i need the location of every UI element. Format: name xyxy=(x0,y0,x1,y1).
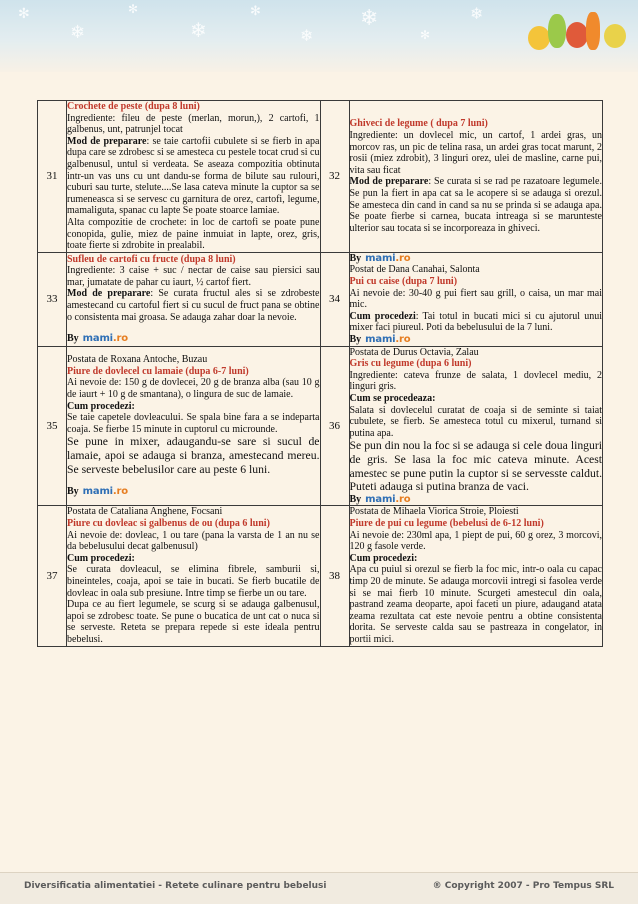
recipe-ingredients: Ingrediente: 3 caise + suc / nectar de caise sau piersici sau mar, jumatate de pahar cu iaurt, ½ cartof fiert. xyxy=(67,265,320,288)
snowflake-icon: ❄ xyxy=(70,22,86,43)
recipe-cell xyxy=(67,346,321,506)
by-label: By xyxy=(67,486,79,498)
recipe-ingredients: Ingrediente: fileu de peste (merlan, morun,), 2 cartofi, 1 galbenus, unt, patrunjel tocat xyxy=(67,112,320,136)
recipe-method xyxy=(67,288,320,323)
recipe-needs: Ai nevoie de: 230ml apa, 1 piept de pui, 60 g orez, 3 morcovi, 120 g fasole verde. xyxy=(349,529,602,553)
page-header-banner xyxy=(0,0,638,72)
mami-ro-logo: mami.ro xyxy=(82,333,128,345)
snowflake-icon: ✻ xyxy=(420,28,431,42)
by-label: By xyxy=(349,252,362,264)
recipe-ingredients: Ingrediente: un dovlecel mic, un cartof, 1 ardei gras, un morcov ras, un pic de telina rasa, un ardei gras tocat marunt, 2 rosii (miez zdrobit), 3 linguri orez, ulei de masline, carne pui, vita sau ficat xyxy=(349,129,602,176)
by-label: By xyxy=(349,334,362,346)
author-line xyxy=(350,334,603,346)
recipe-cell xyxy=(349,506,603,646)
recipe-title: Piure de dovlecel cu lamaie (dupa 6-7 luni) xyxy=(67,365,249,377)
table-row xyxy=(38,506,603,646)
page-footer xyxy=(0,872,638,904)
table-row xyxy=(38,346,603,506)
method-label: Mod de preparare xyxy=(67,288,151,300)
recipes-table xyxy=(37,100,603,647)
posted-by: Postata de Cataliana Anghene, Focsani xyxy=(67,506,223,518)
snowflake-icon: ❄ xyxy=(190,18,207,42)
recipe-title: Crochete de peste (dupa 8 luni) xyxy=(67,101,200,112)
mami-ro-logo: mami.ro xyxy=(82,486,128,498)
recipe-note: Alta compozitie de crochete: in loc de cartofi se poate pune conopida, gulie, miez de paine inmuiat in lapte, orez, gris, toate fierte si zdrobite in prealabil. xyxy=(67,216,320,252)
recipe-ingredients: Ingrediente: cateva frunze de salata, 1 dovlecel mediu, 2 linguri gris. xyxy=(349,369,602,393)
recipe-needs: Ai nevoie de: 30-40 g pui fiert sau grill, o caisa, un mar mai mic. xyxy=(349,287,602,311)
mami-ro-logo: mami.ro xyxy=(365,333,411,345)
recipe-method xyxy=(350,176,603,234)
method-label: Mod de preparare xyxy=(349,176,429,188)
recipe-number: 33 xyxy=(38,252,67,346)
procedure-text: Se pun din nou la foc si se adauga si cele doua linguri de gris. Se lasa la foc mic cateva minute. Acest amestec se pune putin la cuptor si se servesste caldut. Puteti adauga si putina branza de vaci. xyxy=(349,439,602,494)
method-text: : Se curata si se rad pe razatoare legumele. Se pun la fiert in apa cat sa le acopere si se adauga si orezul. Se amesteca din cand in cand sa nu se prinda si se adauga apa. Se poate fierbe si carnea, bucata intreaga si se marunteste ulterior sau tocata si se incorporeaza in ghiveci. xyxy=(349,176,602,234)
recipe-cell xyxy=(67,252,321,346)
recipe-number: 31 xyxy=(38,101,67,253)
snowflake-icon: ❄ xyxy=(300,26,314,45)
posted-by: Postata de Mihaela Viorica Stroie, Ploiesti xyxy=(349,506,519,518)
recipe-cell xyxy=(67,101,321,253)
by-label: By xyxy=(67,333,79,345)
posted-by: Postata de Roxana Antoche, Buzau xyxy=(67,354,208,366)
procedure-label: Cum procedezi: xyxy=(349,552,418,564)
recipe-method xyxy=(67,136,320,217)
recipe-cell xyxy=(349,252,603,346)
recipe-title: Sufleu de cartofi cu fructe (dupa 8 luni) xyxy=(67,253,236,265)
procedure-text: Apa cu puiul si orezul se fierb la foc mic, intr-o oala cu capac timp 20 de minute. Se adauga morcovii intregi si fasolea verde si se mai fierb 10 minute. Scurgeti amestecul din oala, pastrand zeama deoparte, apoi faceti un piure, adaugand atata zeama rezultata cat este nevoie pentru a obtine consistenta dorita. Se serveste calda sau se pastreaza in congelator, in portii mici. xyxy=(349,564,602,645)
snowflake-icon: ❄ xyxy=(360,6,379,31)
recipe-number: 36 xyxy=(320,346,349,506)
recipe-number: 35 xyxy=(38,346,67,506)
recipe-title: Piure de pui cu legume (bebelusi de 6-12 luni) xyxy=(349,518,544,530)
author-line xyxy=(67,486,320,498)
procedure-text: Dupa ce au fiert legumele, se scurg si se adauga galbenusul, apoi se zdrobesc toate. Se pune o bucatica de unt cat o nuca si se serveste. Reteta se prepara repede si este ideala pentru bebelusi. xyxy=(67,599,320,645)
procedure-label: Cum procedezi: xyxy=(67,552,135,564)
recipe-number: 32 xyxy=(320,101,349,253)
procedure-text: Se pune in mixer, adaugandu-se sare si sucul de lamaie, apoi se adauga si branza, amestecand mereu. Se serveste bebelusilor care au peste 6 luni. xyxy=(67,435,320,476)
table-row xyxy=(38,101,603,253)
footer-copyright: ® Copyright 2007 - Pro Tempus SRL xyxy=(432,881,614,891)
procedure-text: Se curata dovleacul, se elimina fibrele, samburii si, bineinteles, coaja, apoi se taie in bucati. Se fierb bucatile de dovleac in oala sub presiune. Intre timp se fierbe un ou tare. xyxy=(67,564,320,599)
method-text: : se taie cartofii cubulete si se fierb in apa dupa care se zdrobesc si se amesteca cu pestele tocat crud si cu galbenusul, untul si verdeata. Se aseaza compozitia obtinuta intr-un vas uns cu unt dandu-se forma de bilute sau rulouri, cuburi sau turte, stelute....Se lasa cateva minute la cuptor sa se rumeneasca si se servesc cu garnitura de orez, cartofi, legume, mamaliguta, spanac cu lapte Se poate stoarce lamiae. xyxy=(67,135,320,217)
procedure-label: Cum procedezi xyxy=(349,310,416,322)
tomato-icon xyxy=(566,22,588,48)
recipe-title: Gris cu legume (dupa 6 luni) xyxy=(349,358,472,370)
recipe-cell xyxy=(349,346,603,506)
recipe-cell xyxy=(67,506,321,646)
recipe-procedure xyxy=(350,311,603,334)
recipe-title: Pui cu caise (dupa 7 luni) xyxy=(349,276,458,287)
mami-ro-logo: mami.ro xyxy=(365,252,411,264)
method-text: : Se curata fructul ales si se zdrobeste amestecand cu cartoful fiert si cu sucul de fruct pana se obtine o consistenta mai groasa. Se adauga zahar doar la nevoie. xyxy=(67,288,320,323)
method-label: Mod de preparare xyxy=(67,135,147,147)
posted-by: Postata de Durus Octavia, Zalau xyxy=(349,346,479,358)
vegetable-icon xyxy=(548,14,566,48)
recipe-needs: Ai nevoie de: 150 g de dovlecei, 20 g de branza alba (sau 10 g de iaurt + 10 g de smantana), o lingura de suc de lamaie. xyxy=(67,377,320,401)
procedure-text: Salata si dovlecelul curatat de coaja si de seminte si taiat cubulete, se fierb. Se amesteca totul cu mixerul, turnand si putina apa. xyxy=(349,404,602,439)
footer-title: Diversificatia alimentatiei - Retete culinare pentru bebelusi xyxy=(24,881,327,891)
procedure-label: Cum procedezi: xyxy=(67,400,135,412)
recipe-title: Piure cu dovleac si galbenus de ou (dupa 6 luni) xyxy=(67,518,270,530)
snowflake-icon: ✻ xyxy=(128,2,139,16)
recipe-needs: Ai nevoie de: dovleac, 1 ou tare (pana la varsta de 1 an nu se da bebelusului decat galbenusul) xyxy=(67,529,320,553)
snowflake-icon: ✻ xyxy=(250,4,261,19)
by-label: By xyxy=(349,493,362,505)
procedure-text: Se taie capetele dovleacului. Se spala bine fara a se indeparta coaja. Se fierbe 15 minute in cuptorul cu microunde. xyxy=(67,412,320,435)
recipe-cell xyxy=(349,101,603,253)
recipe-title: Ghiveci de legume ( dupa 7 luni) xyxy=(349,118,488,130)
vegetable-icon xyxy=(528,26,550,50)
posted-by: Postat de Dana Canahai, Salonta xyxy=(349,264,480,276)
author-line xyxy=(350,494,603,506)
procedure-label: Cum se procedeaza: xyxy=(349,393,436,405)
carrot-icon xyxy=(586,12,600,50)
recipe-number: 38 xyxy=(320,506,349,646)
procedure-text: : Tai totul in bucati mici si cu ajutorul unui mixer faci piureul. Poti da bebelusului de la 7 luni. xyxy=(349,310,602,334)
recipe-number: 34 xyxy=(320,252,349,346)
author-line xyxy=(350,253,603,265)
table-row xyxy=(38,252,603,346)
vegetable-icon xyxy=(604,24,626,48)
recipe-number: 37 xyxy=(38,506,67,646)
mami-ro-logo: mami.ro xyxy=(365,493,411,505)
author-line xyxy=(67,333,320,345)
snowflake-icon: ✻ xyxy=(18,6,30,22)
snowflake-icon: ❄ xyxy=(470,4,484,23)
